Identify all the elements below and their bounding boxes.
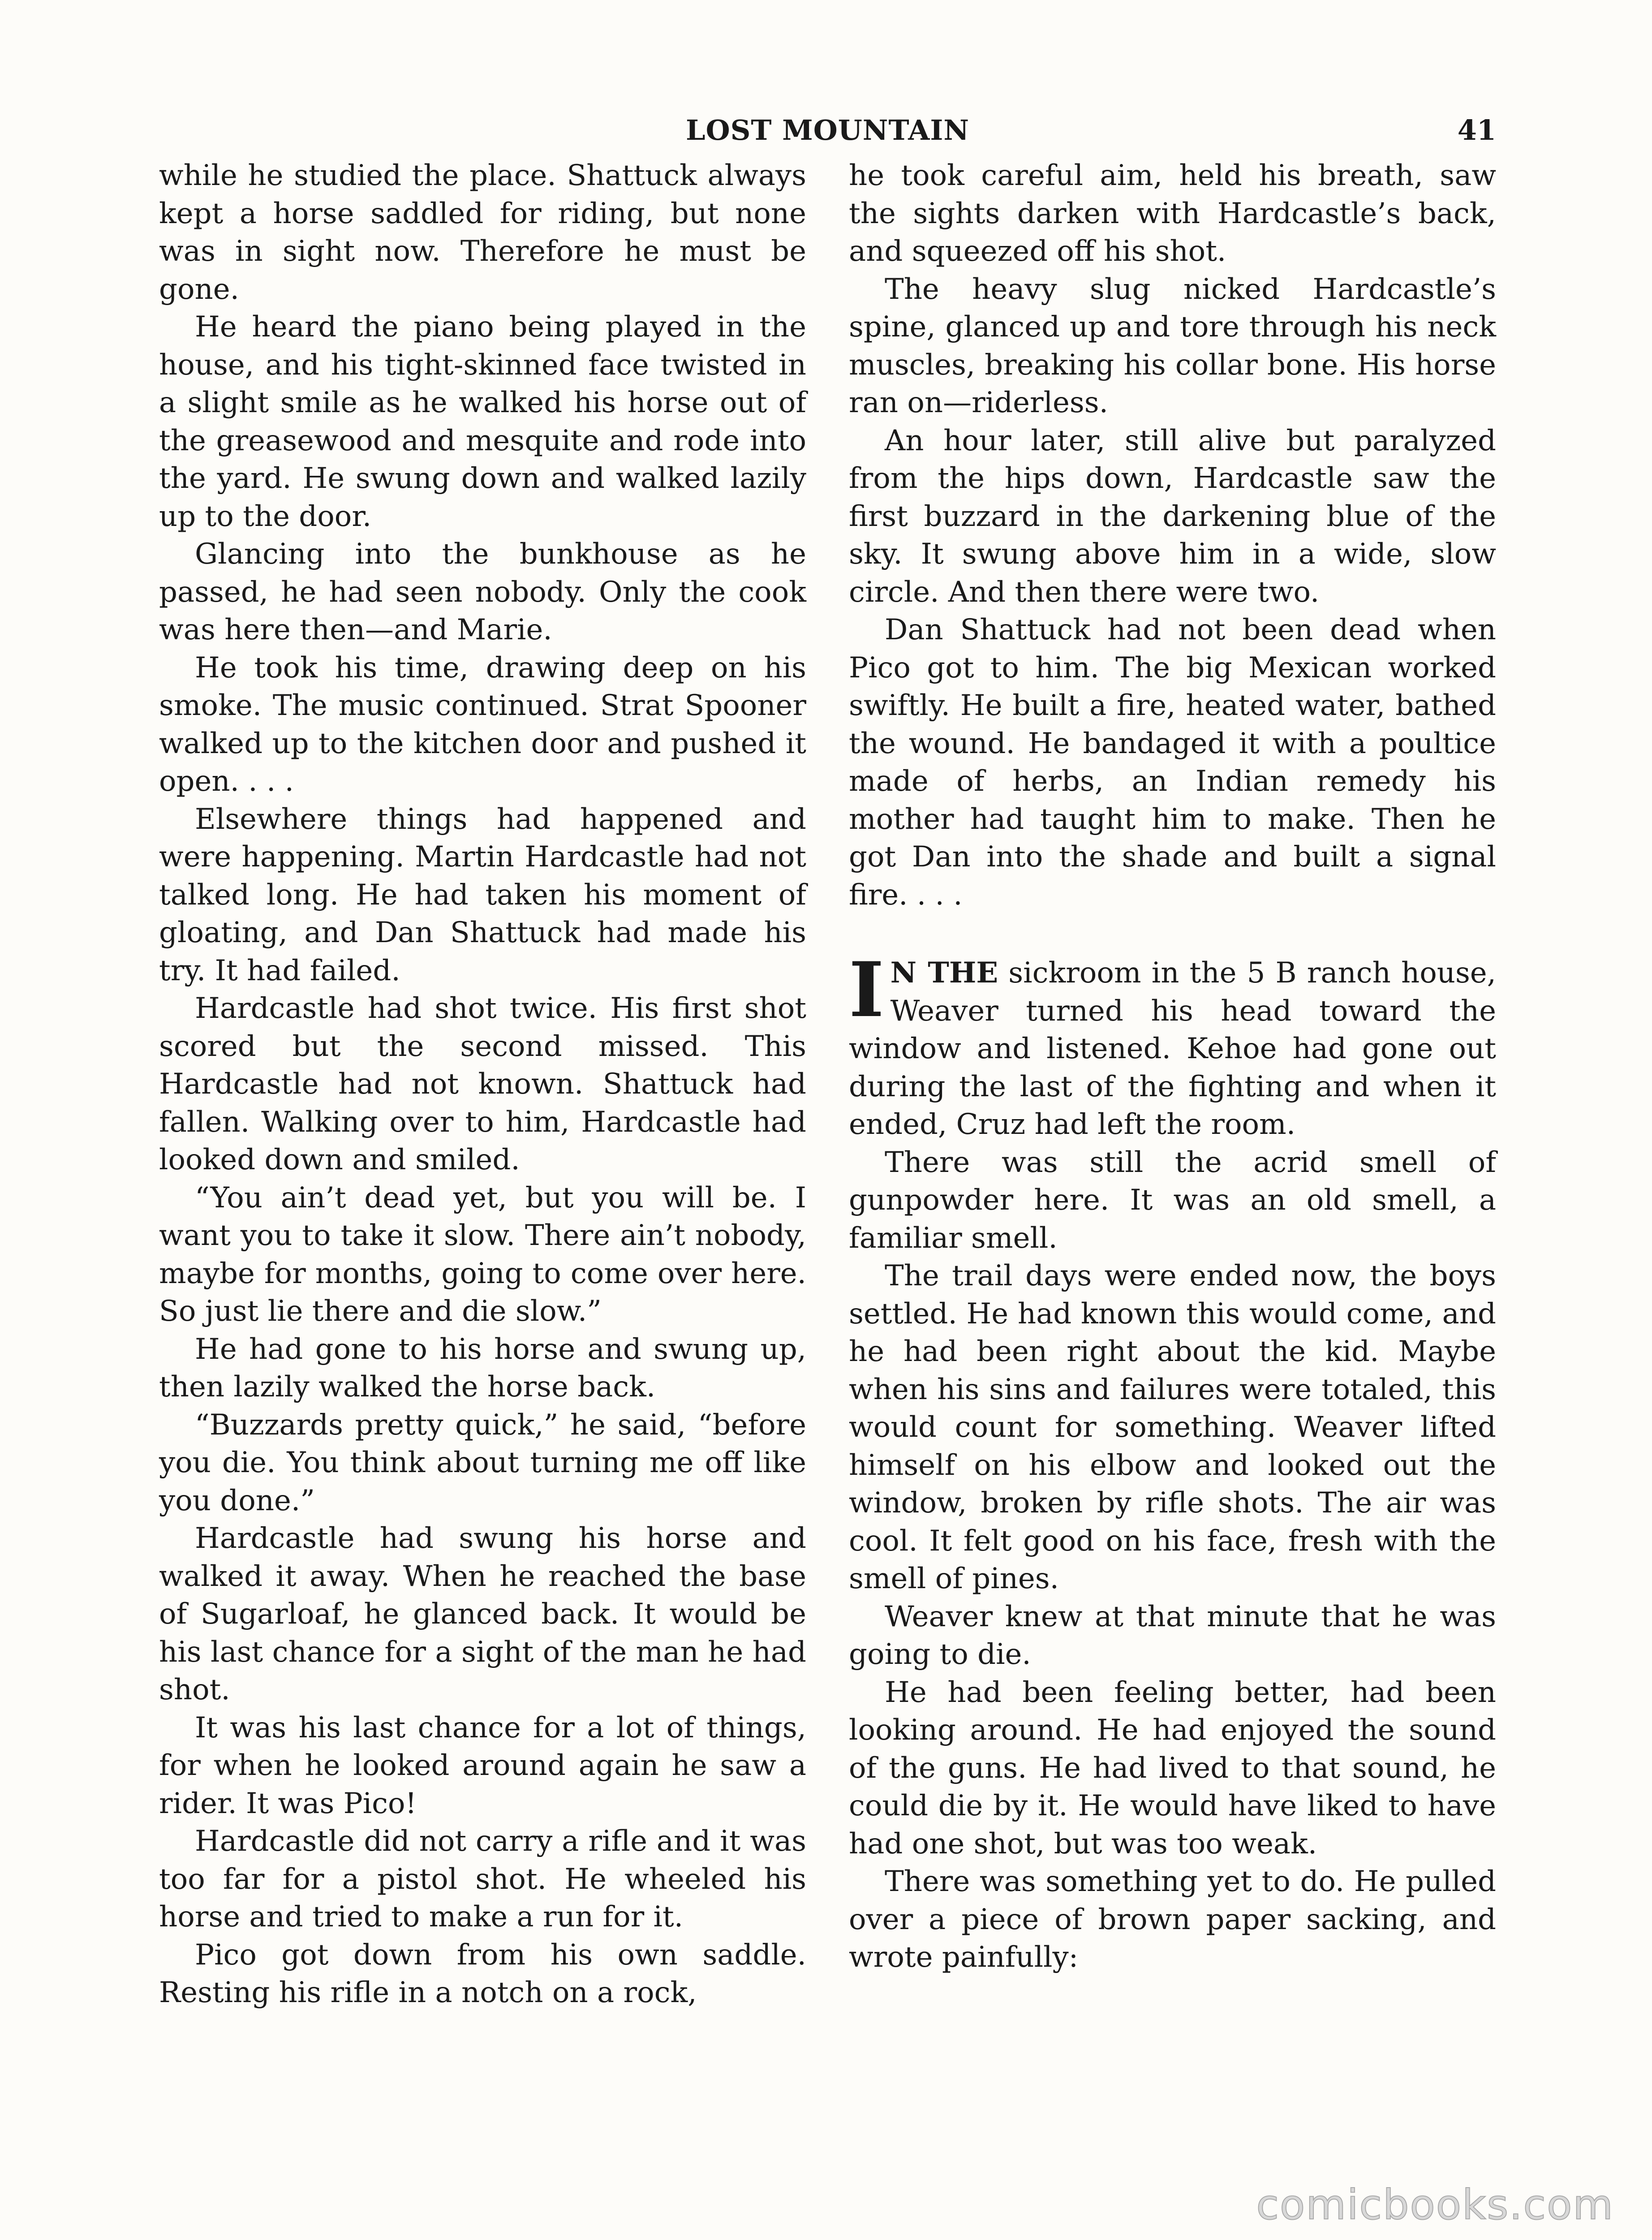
watermark: comicbooks.com — [1256, 2181, 1614, 2229]
paragraph: Dan Shattuck had not been dead when Pico got to him. The big Mexican worked swiftly. He built a fire, heated water, bathed the wound. He bandaged it with a poultice made of herbs, an Indian remedy his mother had taught him to make. Then he got Dan into the shade and built a signal fire. . . . — [849, 613, 1496, 912]
paragraph: Hardcastle did not carry a rifle and it was too far for a pistol shot. He wheeled his horse and tried to make a run for it. — [159, 1825, 806, 1934]
page-number: 41 — [1457, 114, 1496, 146]
drop-cap: I — [849, 945, 884, 1034]
left-column — [159, 157, 806, 2012]
paragraph: There was something yet to do. He pulled over a piece of brown paper sacking, and wrote painfully: — [849, 1865, 1496, 1974]
paragraph: while he studied the place. Shattuck always kept a horse saddled for riding, but none was in sight now. Therefore he must be gone. — [159, 159, 806, 306]
paragraph: It was his last chance for a lot of things, for when he looked around again he saw a rider. It was Pico! — [159, 1711, 806, 1820]
paragraph: Pico got down from his own saddle. Resting his rifle in a notch on a rock, — [159, 1938, 806, 2009]
section-break — [849, 914, 1496, 954]
paragraph: He had gone to his horse and swung up, then lazily walked the horse back. — [159, 1332, 806, 1404]
section-opening-paragraph — [849, 945, 1496, 1144]
paragraph: “Buzzards pretty quick,” he said, “before you die. You think about turning me off like you done.” — [159, 1408, 806, 1517]
paragraph: Hardcastle had swung his horse and walked it away. When he reached the base of Sugarloaf, he glanced back. It would be his last chance for a sight of the man he had shot. — [159, 1522, 806, 1706]
paragraph: Glancing into the bunkhouse as he passed, he had seen nobody. Only the cook was here then—and Marie. — [159, 538, 806, 646]
running-head — [159, 106, 1496, 155]
paragraph: Elsewhere things had happened and were happening. Martin Hardcastle had not talked long. He had taken his moment of gloating, and Dan Shattuck had made his try. It had failed. — [159, 802, 806, 987]
running-title: LOST MOUNTAIN — [686, 114, 969, 146]
paragraph: He took his time, drawing deep on his smoke. The music continued. Strat Spooner walked up to the kitchen door and pushed it open. . . . — [159, 651, 806, 798]
paragraph: he took careful aim, held his breath, saw the sights darken with Hardcastle’s back, and squeezed off his shot. — [849, 159, 1496, 268]
lead-caps: N THE — [890, 956, 998, 990]
paragraph: The trail days were ended now, the boys settled. He had known this would come, and he had been right about the kid. Maybe when his sins and failures were totaled, this would count for something. Weaver lifted himself on his elbow and looked out the window, broken by rifle shots. The air was cool. It felt good on his face, fresh with the smell of pines. — [849, 1259, 1496, 1595]
paragraph: He had been feeling better, had been looking around. He had enjoyed the sound of the guns. He had lived to that sound, he could die by it. He would have liked to have had one shot, but was too weak. — [849, 1676, 1496, 1861]
paragraph: Weaver knew at that minute that he was going to die. — [849, 1600, 1496, 1671]
paragraph: There was still the acrid smell of gunpowder here. It was an old smell, a familiar smell. — [849, 1146, 1496, 1255]
section-opening-text: sickroom in the 5 B ranch house, Weaver turned his head toward the window and listened. Kehoe had gone out during the last of the fighting and when it ended, Cruz had left the room. — [849, 956, 1496, 1141]
paragraph: Hardcastle had shot twice. His first shot scored but the second missed. This Hardcastle had not known. Shattuck had fallen. Walking over to him, Hardcastle had looked down and smiled. — [159, 992, 806, 1176]
paragraph: He heard the piano being played in the house, and his tight-skinned face twisted in a slight smile as he walked his horse out of the greasewood and mesquite and rode into the yard. He swung down and walked lazily up to the door. — [159, 310, 806, 533]
paragraph: The heavy slug nicked Hardcastle’s spine, glanced up and tore through his neck muscles, breaking his collar bone. His horse ran on—riderless. — [849, 272, 1496, 419]
right-column — [849, 157, 1496, 1977]
paragraph: An hour later, still alive but paralyzed from the hips down, Hardcastle saw the first buzzard in the darkening blue of the sky. It swung above him in a wide, slow circle. And then there were two. — [849, 424, 1496, 609]
paragraph: “You ain’t dead yet, but you will be. I want you to take it slow. There ain’t nobody, maybe for months, going to come over here. So just lie there and die slow.” — [159, 1181, 806, 1328]
